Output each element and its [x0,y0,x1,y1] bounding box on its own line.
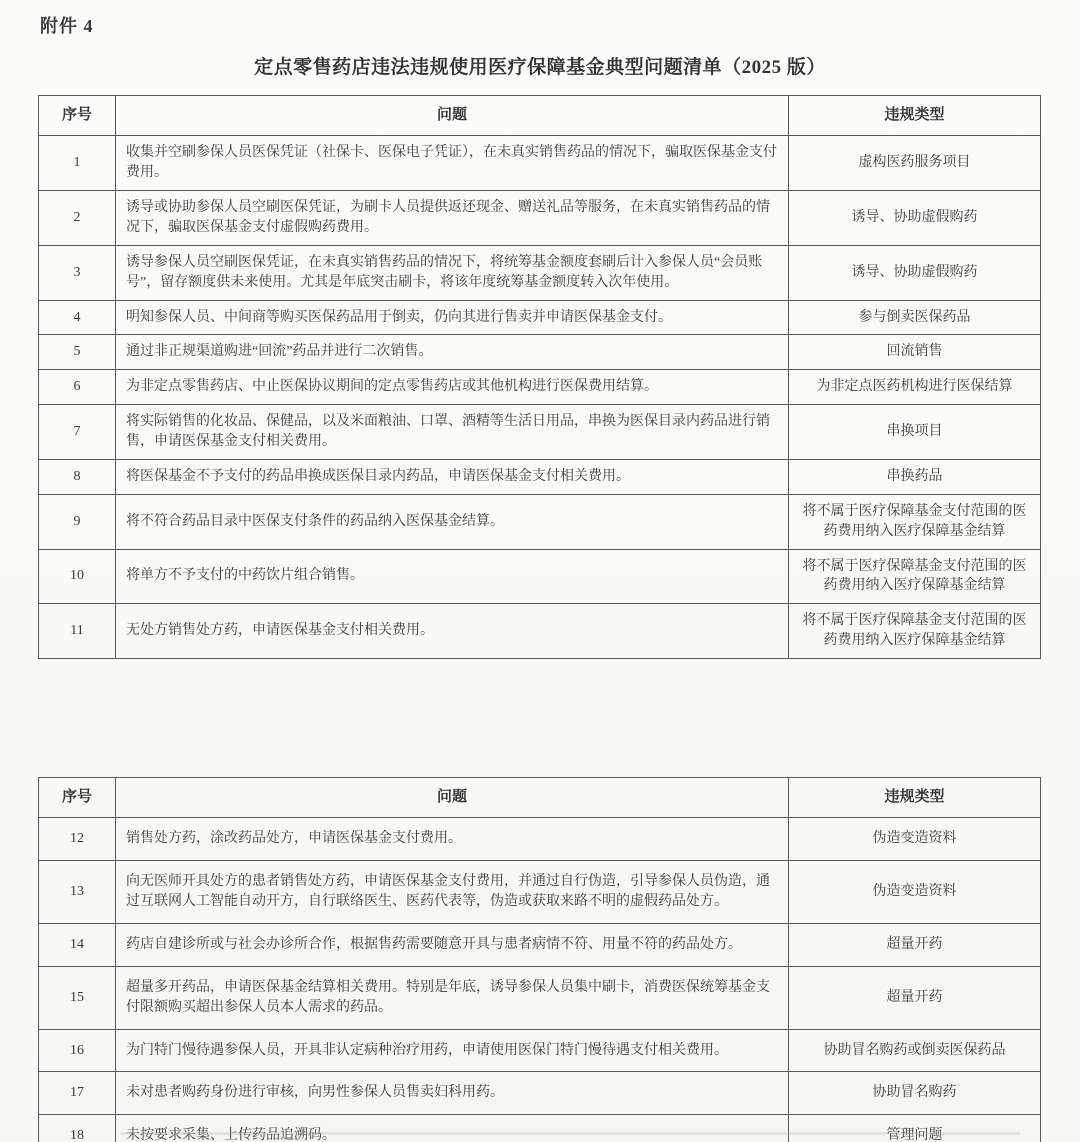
table-row [39,245,1041,300]
column-header-no: 序号 [39,778,116,818]
row-number: 13 [39,861,116,924]
problem-text: 无处方销售处方药，申请医保基金支付相关费用。 [116,604,789,659]
table-row [39,923,1041,966]
table-row [39,604,1041,659]
violation-type: 串换药品 [789,459,1041,494]
row-number: 3 [39,245,116,300]
violation-type: 串换项目 [789,405,1041,460]
table-row [39,136,1041,191]
table-row [39,1115,1041,1142]
row-number: 2 [39,191,116,246]
table-header-row [39,96,1041,136]
violation-type: 协助冒名购药 [789,1072,1041,1115]
violations-table-2 [38,777,1041,1142]
column-header-type: 违规类型 [789,778,1041,818]
column-header-type: 违规类型 [789,96,1041,136]
table-row [39,549,1041,604]
violation-type: 超量开药 [789,966,1041,1029]
column-header-problem: 问题 [116,96,789,136]
attachment-label: 附件 4 [40,16,94,36]
problem-text: 将医保基金不予支付的药品串换成医保目录内药品，申请医保基金支付相关费用。 [116,459,789,494]
column-header-no: 序号 [39,96,116,136]
violation-type: 诱导、协助虚假购药 [789,191,1041,246]
problem-text: 将单方不予支付的中药饮片组合销售。 [116,549,789,604]
problem-text: 将实际销售的化妆品、保健品，以及米面粮油、口罩、酒精等生活日用品，串换为医保目录内药品进行销售，申请医保基金支付相关费用。 [116,405,789,460]
row-number: 12 [39,818,116,861]
violation-type: 伪造变造资料 [789,818,1041,861]
row-number: 14 [39,923,116,966]
table-row [39,818,1041,861]
row-number: 8 [39,459,116,494]
problem-text: 药店自建诊所或与社会办诊所合作，根据售药需要随意开具与患者病情不符、用量不符的药品处方。 [116,923,789,966]
table-row [39,459,1041,494]
violation-type: 诱导、协助虚假购药 [789,245,1041,300]
table-row [39,191,1041,246]
row-number: 9 [39,494,116,549]
violation-type: 将不属于医疗保障基金支付范围的医药费用纳入医疗保障基金结算 [789,494,1041,549]
row-number: 7 [39,405,116,460]
column-header-problem: 问题 [116,778,789,818]
problem-text: 为门特门慢待遇参保人员，开具非认定病种治疗用药，申请使用医保门特门慢待遇支付相关费用。 [116,1029,789,1072]
problem-text: 收集并空刷参保人员医保凭证（社保卡、医保电子凭证），在未真实销售药品的情况下，骗取医保基金支付费用。 [116,136,789,191]
problem-text: 向无医师开具处方的患者销售处方药，申请医保基金支付费用，并通过自行伪造，引导参保人员伪造，通过互联网人工智能自动开方，自行联络医生、医药代表等，伪造或获取来路不明的虚假药品处方。 [116,861,789,924]
violation-type: 虚构医药服务项目 [789,136,1041,191]
violation-type: 将不属于医疗保障基金支付范围的医药费用纳入医疗保障基金结算 [789,549,1041,604]
table-row [39,405,1041,460]
problem-text: 为非定点零售药店、中止医保协议期间的定点零售药店或其他机构进行医保费用结算。 [116,370,789,405]
violation-type: 回流销售 [789,335,1041,370]
table-row [39,861,1041,924]
table-header-row [39,778,1041,818]
row-number: 16 [39,1029,116,1072]
row-number: 10 [39,549,116,604]
row-number: 18 [39,1115,116,1142]
row-number: 11 [39,604,116,659]
violation-type: 管理问题 [789,1115,1041,1142]
violations-table-1 [38,95,1041,659]
violation-type: 将不属于医疗保障基金支付范围的医药费用纳入医疗保障基金结算 [789,604,1041,659]
row-number: 6 [39,370,116,405]
page-title: 定点零售药店违法违规使用医疗保障基金典型问题清单（2025 版） [254,57,826,78]
problem-text: 通过非正规渠道购进“回流”药品并进行二次销售。 [116,335,789,370]
violation-type: 协助冒名购药或倒卖医保药品 [789,1029,1041,1072]
table-row [39,1072,1041,1115]
scan-artifact [120,1132,1020,1135]
violation-type: 超量开药 [789,923,1041,966]
row-number: 15 [39,966,116,1029]
table-row [39,300,1041,335]
table-row [39,1029,1041,1072]
problem-text: 诱导参保人员空刷医保凭证，在未真实销售药品的情况下，将统筹基金额度套刷后计入参保人员“会员账号”，留存额度供未来使用。尤其是年底突击刷卡，将该年度统筹基金额度转入次年使用。 [116,245,789,300]
row-number: 1 [39,136,116,191]
row-number: 5 [39,335,116,370]
problem-text: 将不符合药品目录中医保支付条件的药品纳入医保基金结算。 [116,494,789,549]
violation-type: 为非定点医药机构进行医保结算 [789,370,1041,405]
table-row [39,494,1041,549]
table-row [39,335,1041,370]
problem-text: 明知参保人员、中间商等购买医保药品用于倒卖，仍向其进行售卖并申请医保基金支付。 [116,300,789,335]
violation-type: 伪造变造资料 [789,861,1041,924]
row-number: 17 [39,1072,116,1115]
table-row [39,966,1041,1029]
table-row [39,370,1041,405]
row-number: 4 [39,300,116,335]
problem-text: 超量多开药品，申请医保基金结算相关费用。特别是年底，诱导参保人员集中刷卡，消费医保统筹基金支付限额购买超出参保人员本人需求的药品。 [116,966,789,1029]
problem-text: 诱导或协助参保人员空刷医保凭证，为刷卡人员提供返还现金、赠送礼品等服务，在未真实销售药品的情况下，骗取医保基金支付虚假购药费用。 [116,191,789,246]
violation-type: 参与倒卖医保药品 [789,300,1041,335]
problem-text: 未对患者购药身份进行审核，向男性参保人员售卖妇科用药。 [116,1072,789,1115]
problem-text: 未按要求采集、上传药品追溯码。 [116,1115,789,1142]
problem-text: 销售处方药，涂改药品处方，申请医保基金支付费用。 [116,818,789,861]
